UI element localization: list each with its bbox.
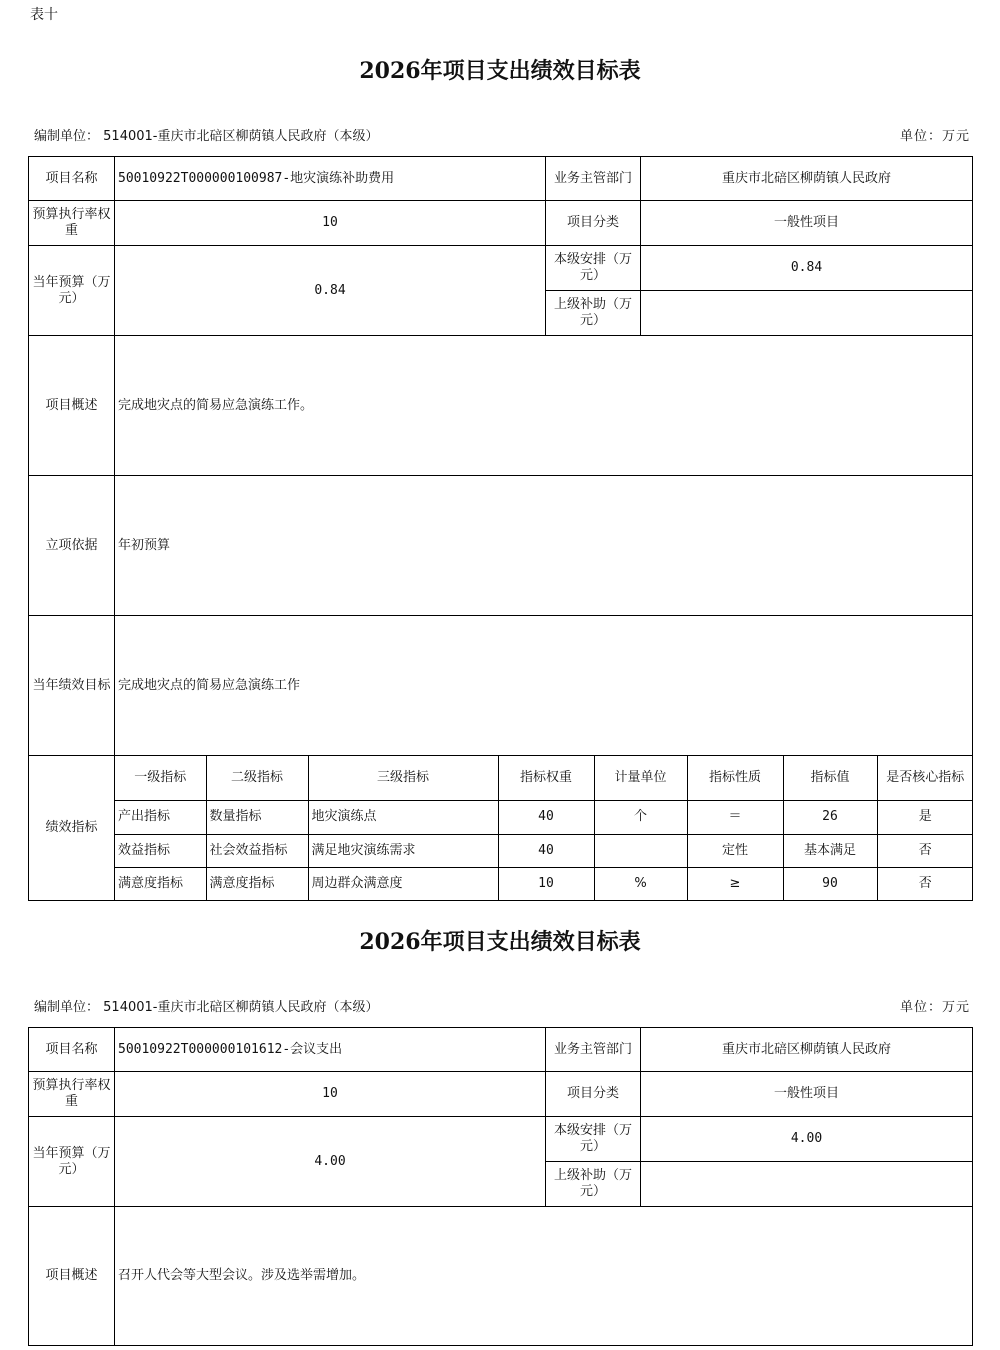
table-row — [115, 800, 973, 834]
page-title: 2026年项目支出绩效目标表 — [359, 58, 641, 84]
local-value: 0.84 — [641, 246, 973, 291]
label-upper: 上级补助（万元） — [546, 1162, 641, 1207]
indicator-nature: 定性 — [687, 834, 783, 867]
org-line-2 — [34, 996, 970, 1015]
org-line — [34, 125, 970, 144]
overview-value: 召开人代会等大型会议。涉及选举需增加。 — [115, 1207, 973, 1346]
indicator-level3: 地灾演练点 — [308, 800, 498, 834]
exec-weight-value: 10 — [115, 1072, 546, 1117]
upper-value — [641, 291, 973, 336]
label-budget: 当年预算（万元） — [29, 1117, 115, 1207]
indicator-unit: 个 — [594, 800, 687, 834]
header-level1: 一级指标 — [115, 756, 206, 800]
org-label: 编制单位： — [34, 1000, 100, 1015]
indicator-nature: ≥ — [687, 867, 783, 900]
unit-label: 单位：万元 — [899, 1000, 970, 1015]
performance-table-2 — [28, 1027, 973, 1346]
label-exec-weight: 预算执行率权重 — [29, 1072, 115, 1117]
project-name-value: 50010922T000000101612-会议支出 — [115, 1028, 546, 1072]
dept-value: 重庆市北碚区柳荫镇人民政府 — [641, 1028, 973, 1072]
indicator-value: 90 — [783, 867, 877, 900]
local-value: 4.00 — [641, 1117, 973, 1162]
category-value: 一般性项目 — [641, 1072, 973, 1117]
header-level2: 二级指标 — [206, 756, 308, 800]
label-goal: 当年绩效目标 — [29, 616, 115, 756]
overview-value: 完成地灾点的简易应急演练工作。 — [115, 336, 973, 476]
org-value: 514001-重庆市北碚区柳荫镇人民政府（本级） — [103, 1000, 379, 1015]
indicator-level2: 社会效益指标 — [206, 834, 308, 867]
header-weight: 指标权重 — [498, 756, 594, 800]
label-project-name: 项目名称 — [29, 1028, 115, 1072]
goal-value: 完成地灾点的简易应急演练工作 — [115, 616, 973, 756]
indicator-weight: 40 — [498, 834, 594, 867]
table-row — [115, 834, 973, 867]
indicator-level1: 产出指标 — [115, 800, 206, 834]
upper-value — [641, 1162, 973, 1207]
indicator-value: 26 — [783, 800, 877, 834]
indicator-unit — [594, 834, 687, 867]
indicator-weight: 40 — [498, 800, 594, 834]
indicator-level3: 满足地灾演练需求 — [308, 834, 498, 867]
indicator-section — [115, 756, 973, 901]
indicator-level1: 效益指标 — [115, 834, 206, 867]
org-label: 编制单位： — [34, 129, 100, 144]
indicator-level1: 满意度指标 — [115, 867, 206, 900]
page-title-2: 2026年项目支出绩效目标表 — [359, 929, 641, 955]
label-budget: 当年预算（万元） — [29, 246, 115, 336]
unit-label: 单位：万元 — [899, 129, 970, 144]
indicator-core: 否 — [918, 875, 932, 891]
indicator-weight: 10 — [498, 867, 594, 900]
label-upper: 上级补助（万元） — [546, 291, 641, 336]
header-core: 是否核心指标 — [877, 756, 973, 800]
indicator-core: 是 — [877, 800, 973, 834]
basis-value: 年初预算 — [115, 476, 973, 616]
label-local: 本级安排（万元） — [546, 1117, 641, 1162]
org-value: 514001-重庆市北碚区柳荫镇人民政府（本级） — [103, 129, 379, 144]
indicator-header-row — [115, 756, 973, 800]
table-number-label: 表十 — [30, 7, 58, 23]
label-project-name: 项目名称 — [29, 157, 115, 201]
budget-value: 0.84 — [115, 246, 546, 336]
header-unit: 计量单位 — [594, 756, 687, 800]
category-value: 一般性项目 — [641, 201, 973, 246]
header-nature: 指标性质 — [687, 756, 783, 800]
table-row — [115, 867, 973, 900]
label-dept: 业务主管部门 — [546, 1028, 641, 1072]
indicator-table — [115, 756, 973, 900]
label-indicators: 绩效指标 — [29, 756, 115, 901]
dept-value: 重庆市北碚区柳荫镇人民政府 — [641, 157, 973, 201]
indicator-level3: 周边群众满意度 — [308, 867, 498, 900]
label-overview: 项目概述 — [29, 336, 115, 476]
indicator-value: 基本满足 — [783, 834, 877, 867]
project-name-value: 50010922T000000100987-地灾演练补助费用 — [115, 157, 546, 201]
indicator-core: 否 — [877, 834, 973, 867]
budget-value: 4.00 — [115, 1117, 546, 1207]
indicator-unit: % — [594, 867, 687, 900]
label-category: 项目分类 — [546, 1072, 641, 1117]
header-level3: 三级指标 — [308, 756, 498, 800]
indicator-nature: ＝ — [687, 800, 783, 834]
header-value: 指标值 — [783, 756, 877, 800]
label-dept: 业务主管部门 — [546, 157, 641, 201]
label-local: 本级安排（万元） — [546, 246, 641, 291]
label-exec-weight: 预算执行率权重 — [29, 201, 115, 246]
label-overview: 项目概述 — [29, 1207, 115, 1346]
performance-table — [28, 156, 973, 901]
indicator-level2: 数量指标 — [206, 800, 308, 834]
label-category: 项目分类 — [546, 201, 641, 246]
indicator-level2: 满意度指标 — [206, 867, 308, 900]
label-basis: 立项依据 — [29, 476, 115, 616]
exec-weight-value: 10 — [115, 201, 546, 246]
